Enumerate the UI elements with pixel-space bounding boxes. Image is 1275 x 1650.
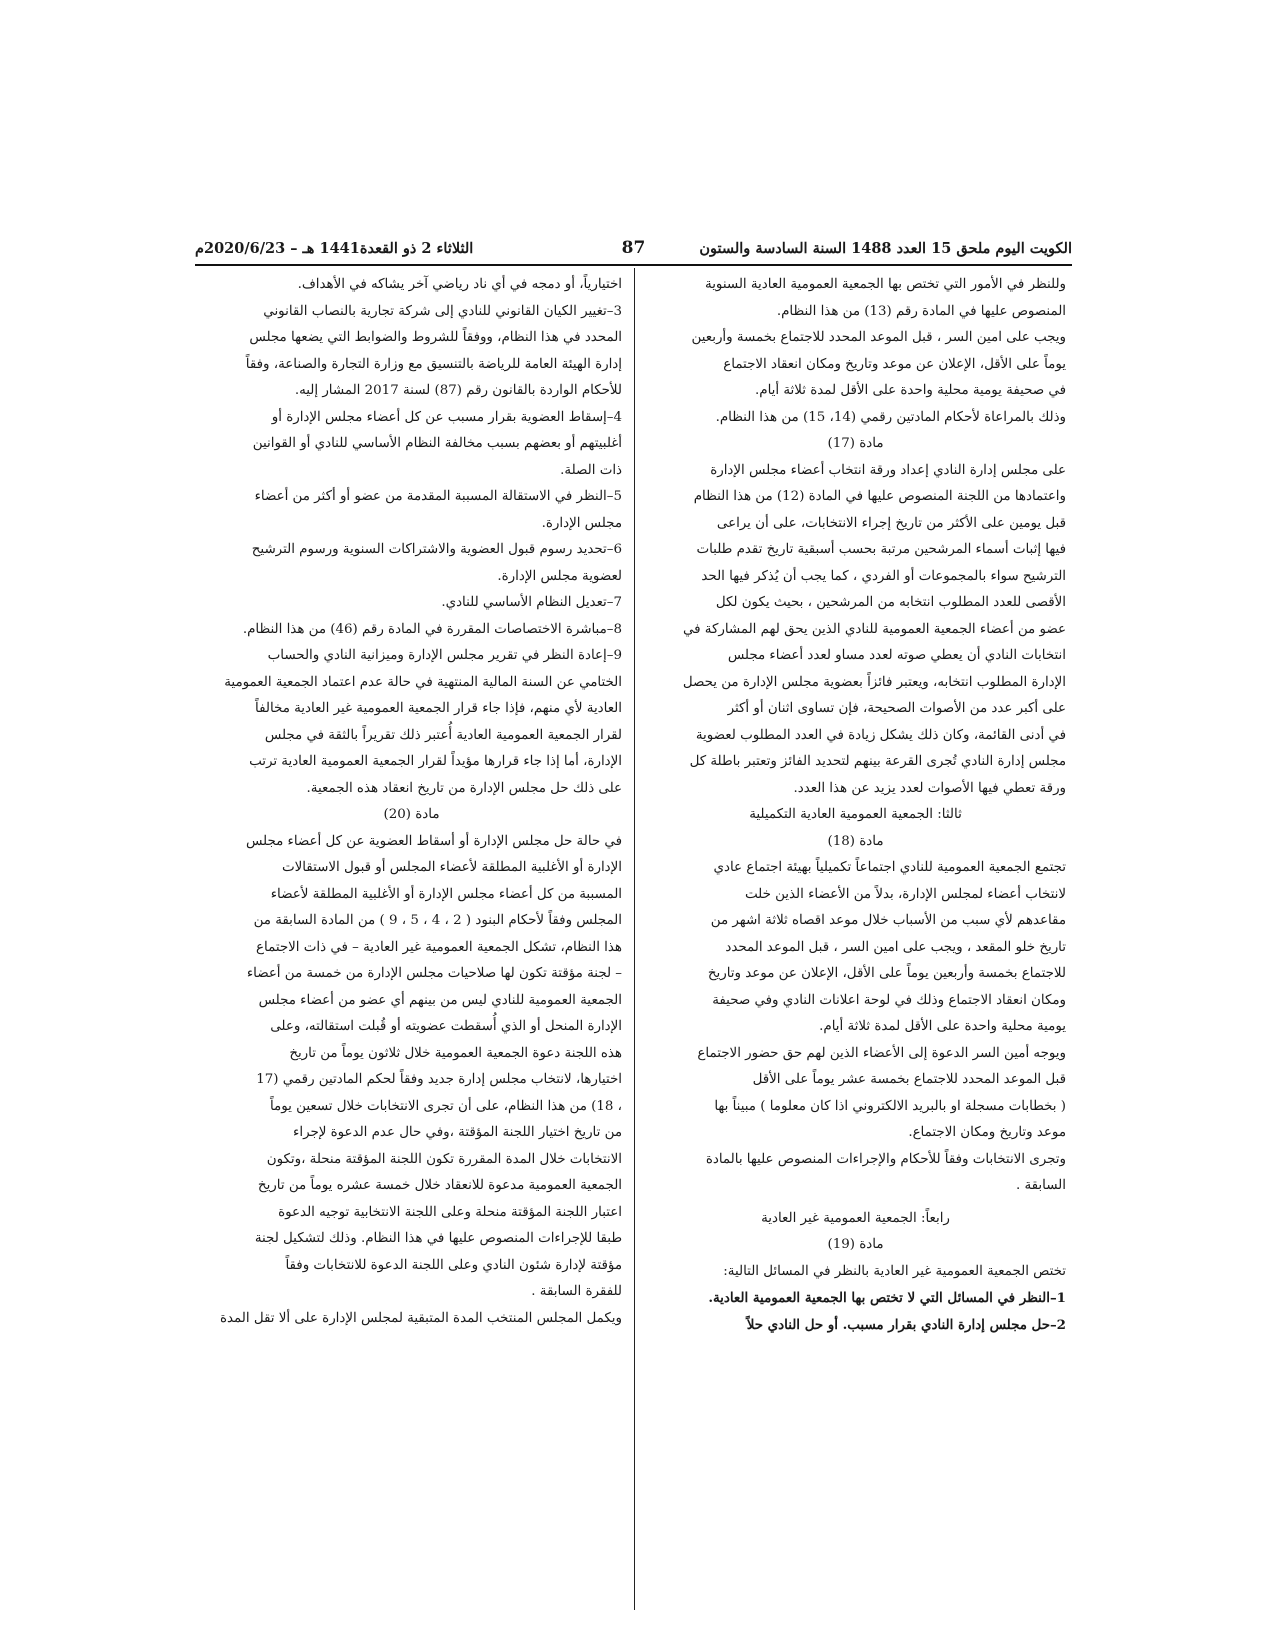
text-line: المنصوص عليها في المادة رقم (13) من هذا النظام. xyxy=(776,303,1066,319)
text-line: 7–تعديل النظام الأساسي للنادي. xyxy=(441,595,622,610)
text-line: على ذلك حل مجلس الإدارة من تاريخ انعقاد هذه الجمعية. xyxy=(306,780,622,796)
text-line: المسببة من كل أعضاء مجلس الإدارة أو الأغلبية المطلقة لأعضاء xyxy=(270,886,622,902)
text-line: 8–مباشرة الاختصاصات المقررة في المادة رقم (46) من هذا النظام. xyxy=(242,621,622,637)
text-line: يوماً على الأقل، الإعلان عن موعد وتاريخ ومكان انعقاد الاجتماع xyxy=(723,356,1066,372)
text-line: 9–إعادة النظر في تقرير مجلس الإدارة وميزانية النادي والحساب xyxy=(267,648,622,663)
text-line: المجلس وفقاً لأحكام البنود ( 2 ، 4 ، 5 ، 9 ) من المادة السابقة من xyxy=(253,913,622,928)
text-line: الترشيح سواء بالمجموعات أو الفردي ، كما يجب أن يُذكر فيها الحد xyxy=(701,568,1066,584)
text-line: المحدد في هذا النظام، ووفقاً للشروط والضوابط التي يضعها مجلس xyxy=(249,330,622,345)
text-line: ويكمل المجلس المنتخب المدة المتبقية لمجلس الإدارة على ألا تقل المدة xyxy=(219,1310,622,1326)
text-line: تجتمع الجمعية العمومية للنادي اجتماعاً تكميلياً بهيئة اجتماع عادي xyxy=(713,860,1066,875)
text-line: هذا النظام، تشكل الجمعية العمومية غير العادية – في ذات الاجتماع xyxy=(256,939,622,955)
text-line: قبل الموعد المحدد للاجتماع بخمسة عشر يوماً على الأقل xyxy=(752,1072,1066,1087)
text-line: الجمعية العمومية للنادي ليس من بينهم أي عضو من أعضاء مجلس xyxy=(258,992,622,1008)
text-line: ورقة تعطي فيها الأصوات لعدد يزيد عن هذا العدد. xyxy=(793,780,1066,796)
text-line: في حالة حل مجلس الإدارة أو أسقاط العضوية عن كل أعضاء مجلس xyxy=(245,833,622,849)
text-line: انتخابات النادي أن يعطي صوته لعدد مساو لعدد أعضاء مجلس xyxy=(727,648,1066,663)
text-line: لانتخاب أعضاء لمجلس الإدارة، بدلاً من الأعضاء الذين خلت xyxy=(744,886,1066,902)
section-heading: مادة (19) xyxy=(827,1237,884,1252)
text-line: واعتمادها من اللجنة المنصوص عليها في المادة (12) من هذا النظام xyxy=(693,489,1066,504)
text-line: الإدارة المطلوب انتخابه، ويعتبر فائزاً بعضوية مجلس الإدارة من يحصل xyxy=(682,674,1066,690)
section-heading: مادة (17) xyxy=(827,436,884,451)
text-line: الإدارة المنحل أو الذي أُسقطت عضويته أو قُبلت استقالته، وعلى xyxy=(270,1019,622,1034)
text-line: ، 18) من هذا النظام، على أن تجرى الانتخابات خلال تسعين يوماً xyxy=(269,1098,622,1114)
text-line: 3–تغيير الكيان القانوني للنادي إلى شركة تجارية بالنصاب القانوني xyxy=(263,303,622,319)
text-line: وتجرى الانتخابات وفقاً للأحكام والإجراءات المنصوص عليها بالمادة xyxy=(705,1151,1066,1167)
text-line: في صحيفة يومية محلية واحدة على الأقل لمدة ثلاثة أيام. xyxy=(755,383,1066,398)
text-line: اختيارياً، أو دمجه في أي ناد رياضي آخر يشاكه في الأهداف. xyxy=(297,277,622,292)
text-line: لقرار الجمعية العمومية العادية أُعتبر ذلك تقريراً بالثقة في مجلس xyxy=(264,727,622,743)
text-line: للاجتماع بخمسة وأربعين يوماً على الأقل، الإعلان عن موعد وتاريخ xyxy=(707,966,1066,981)
text-line: تاريخ خلو المقعد ، ويجب على امين السر ، قبل الموعد المحدد xyxy=(725,939,1066,955)
text-line: تختص الجمعية العمومية غير العادية بالنظر في المسائل التالية: xyxy=(723,1263,1066,1279)
text-line: الإدارة، أما إذا جاء قرارها مؤيداً لقرار الجمعية العمومية العادية ترتب xyxy=(249,754,622,769)
section-heading: رابعاً: الجمعية العمومية غير العادية xyxy=(761,1210,950,1226)
section-heading: مادة (18) xyxy=(827,833,884,849)
text-line: وللنظر في الأمور التي تختص بها الجمعية العمومية العادية السنوية xyxy=(705,277,1066,292)
header-date: الثلاثاء 2 ذو القعدة1441 هـ – 2020/6/23م xyxy=(195,240,474,257)
text-line: ( بخطابات مسجلة او بالبريد الالكتروني اذا كان معلوما ) مبيناً بها xyxy=(714,1098,1066,1114)
text-line: للفقرة السابقة . xyxy=(531,1284,622,1299)
column-divider xyxy=(634,268,635,1610)
text-line: 6–تحديد رسوم قبول العضوية والاشتراكات السنوية ورسوم الترشيح xyxy=(251,542,622,557)
right-column xyxy=(645,272,1066,1338)
text-line: مقاعدهم لأي سبب من الأسباب خلال موعد اقصاه ثلاثة اشهر من xyxy=(710,913,1066,928)
text-line: عضو من أعضاء الجمعية العمومية للنادي الذين يحق لهم المشاركة في xyxy=(682,621,1066,637)
text-line: الختامي عن السنة المالية المنتهية في حالة عدم اعتماد الجمعية العمومية xyxy=(224,674,622,690)
text-line: وذلك بالمراعاة لأحكام المادتين رقمي (14، 15) من هذا النظام. xyxy=(715,409,1066,425)
text-line: الإدارة أو الأغلبية المطلقة لأعضاء المجلس أو قبول الاستقالات xyxy=(281,860,622,875)
text-line: على مجلس إدارة النادي إعداد ورقة انتخاب أعضاء مجلس الإدارة xyxy=(710,462,1066,478)
text-line: على أكبر عدد من الأصوات الصحيحة، فإن تساوى اثنان أو أكثر xyxy=(727,701,1066,716)
page-header xyxy=(195,240,1072,262)
section-heading: ثالثا: الجمعية العمومية العادية التكميلية xyxy=(749,807,962,822)
text-line: موعد وتاريخ ومكان الاجتماع. xyxy=(908,1125,1066,1140)
text-line: مؤقتة لإدارة شئون النادي وعلى اللجنة الدعوة للانتخابات وفقاً xyxy=(285,1257,622,1273)
text-line: مجلس إدارة النادي تُجرى القرعة بينهم لتحديد الفائز وتعتبر باطلة كل xyxy=(689,754,1066,769)
text-line: ومكان انعقاد الاجتماع وذلك في لوحة اعلانات النادي وفي صحيفة xyxy=(712,992,1066,1008)
header-publication: الكويت اليوم ملحق 15 العدد 1488 السنة السادسة والستون xyxy=(699,240,1072,257)
text-line: 1–النظر في المسائل التي لا تختص بها الجمعية العمومية العادية. xyxy=(708,1290,1066,1306)
text-line: اعتبار اللجنة المؤقتة منحلة وعلى اللجنة الانتخابية توجيه الدعوة xyxy=(278,1204,622,1220)
text-line: الانتخابات خلال المدة المقررة تكون اللجنة المؤقتة منحلة ،وتكون xyxy=(266,1151,622,1167)
text-line: ذات الصلة. xyxy=(560,462,622,478)
text-line: – لجنة مؤقتة تكون لها صلاحيات مجلس الإدارة من خمسة من أعضاء xyxy=(246,966,622,981)
page-number: 87 xyxy=(621,238,646,258)
text-line: 4–إسقاط العضوية بقرار مسبب عن كل أعضاء مجلس الإدارة أو xyxy=(271,409,622,425)
text-line: مجلس الإدارة. xyxy=(541,515,622,531)
text-line: من تاريخ اختيار اللجنة المؤقتة ،وفي حال عدم الدعوة لإجراء xyxy=(293,1125,622,1140)
text-line: في أدنى القائمة، وكان ذلك يشكل زيادة في العدد المطلوب لعضوية xyxy=(695,727,1066,743)
text-line: إدارة الهيئة العامة للرياضة بالتنسيق مع وزارة التجارة والصناعة، وفقاً xyxy=(245,356,622,372)
text-line: ويوجه أمين السر الدعوة إلى الأعضاء الذين لهم حق حضور الاجتماع xyxy=(697,1045,1066,1061)
text-line: الجمعية العمومية مدعوة للانعقاد خلال خمسة عشره يوماً من تاريخ xyxy=(257,1178,622,1193)
text-line: قبل يومين على الأكثر من تاريخ إجراء الانتخابات، على أن يراعى xyxy=(716,515,1066,531)
text-line: 5–النظر في الاستقالة المسببة المقدمة من عضو أو أكثر من أعضاء xyxy=(254,489,622,504)
text-line: ويجب على امين السر ، قبل الموعد المحدد للاجتماع بخمسة وأربعين xyxy=(691,330,1066,345)
section-heading: مادة (20) xyxy=(383,807,440,822)
text-line: الأقصى للعدد المطلوب انتخابه من المرشحين ، بحيث يكون لكل xyxy=(715,595,1066,610)
text-line: 2–حل مجلس إدارة النادي بقرار مسبب. أو حل النادي حلاً xyxy=(746,1316,1066,1333)
text-line: لعضوية مجلس الإدارة. xyxy=(497,568,622,584)
text-line: طبقا للإجراءات المنصوص عليها في هذا النظام. وذلك لتشكيل لجنة xyxy=(254,1231,622,1246)
header-rule xyxy=(195,264,1072,266)
left-column xyxy=(201,272,622,1332)
text-line: للأحكام الواردة بالقانون رقم (87) لسنة 2017 المشار إليه. xyxy=(294,383,622,398)
text-line: العادية لأي منهم، فإذا جاء قرار الجمعية العمومية غير العادية مخالفاً xyxy=(255,701,622,716)
text-line: السابقة . xyxy=(1015,1178,1066,1193)
text-line: فيها إثبات أسماء المرشحين مرتبة بحسب أسبقية تاريخ تقدم طلبات xyxy=(696,542,1066,557)
text-line: هذه اللجنة دعوة الجمعية العمومية خلال ثلاثون يوماً من تاريخ xyxy=(289,1045,622,1061)
text-line: أغلبيتهم أو بعضهم بسبب مخالفة النظام الأساسي للنادي أو القوانين xyxy=(252,436,622,451)
text-line: يومية محلية واحدة على الأقل لمدة ثلاثة أيام. xyxy=(819,1019,1066,1034)
text-line: اختيارها، لانتخاب مجلس إدارة جديد وفقاً لحكم المادتين رقمي (17 xyxy=(256,1072,622,1087)
